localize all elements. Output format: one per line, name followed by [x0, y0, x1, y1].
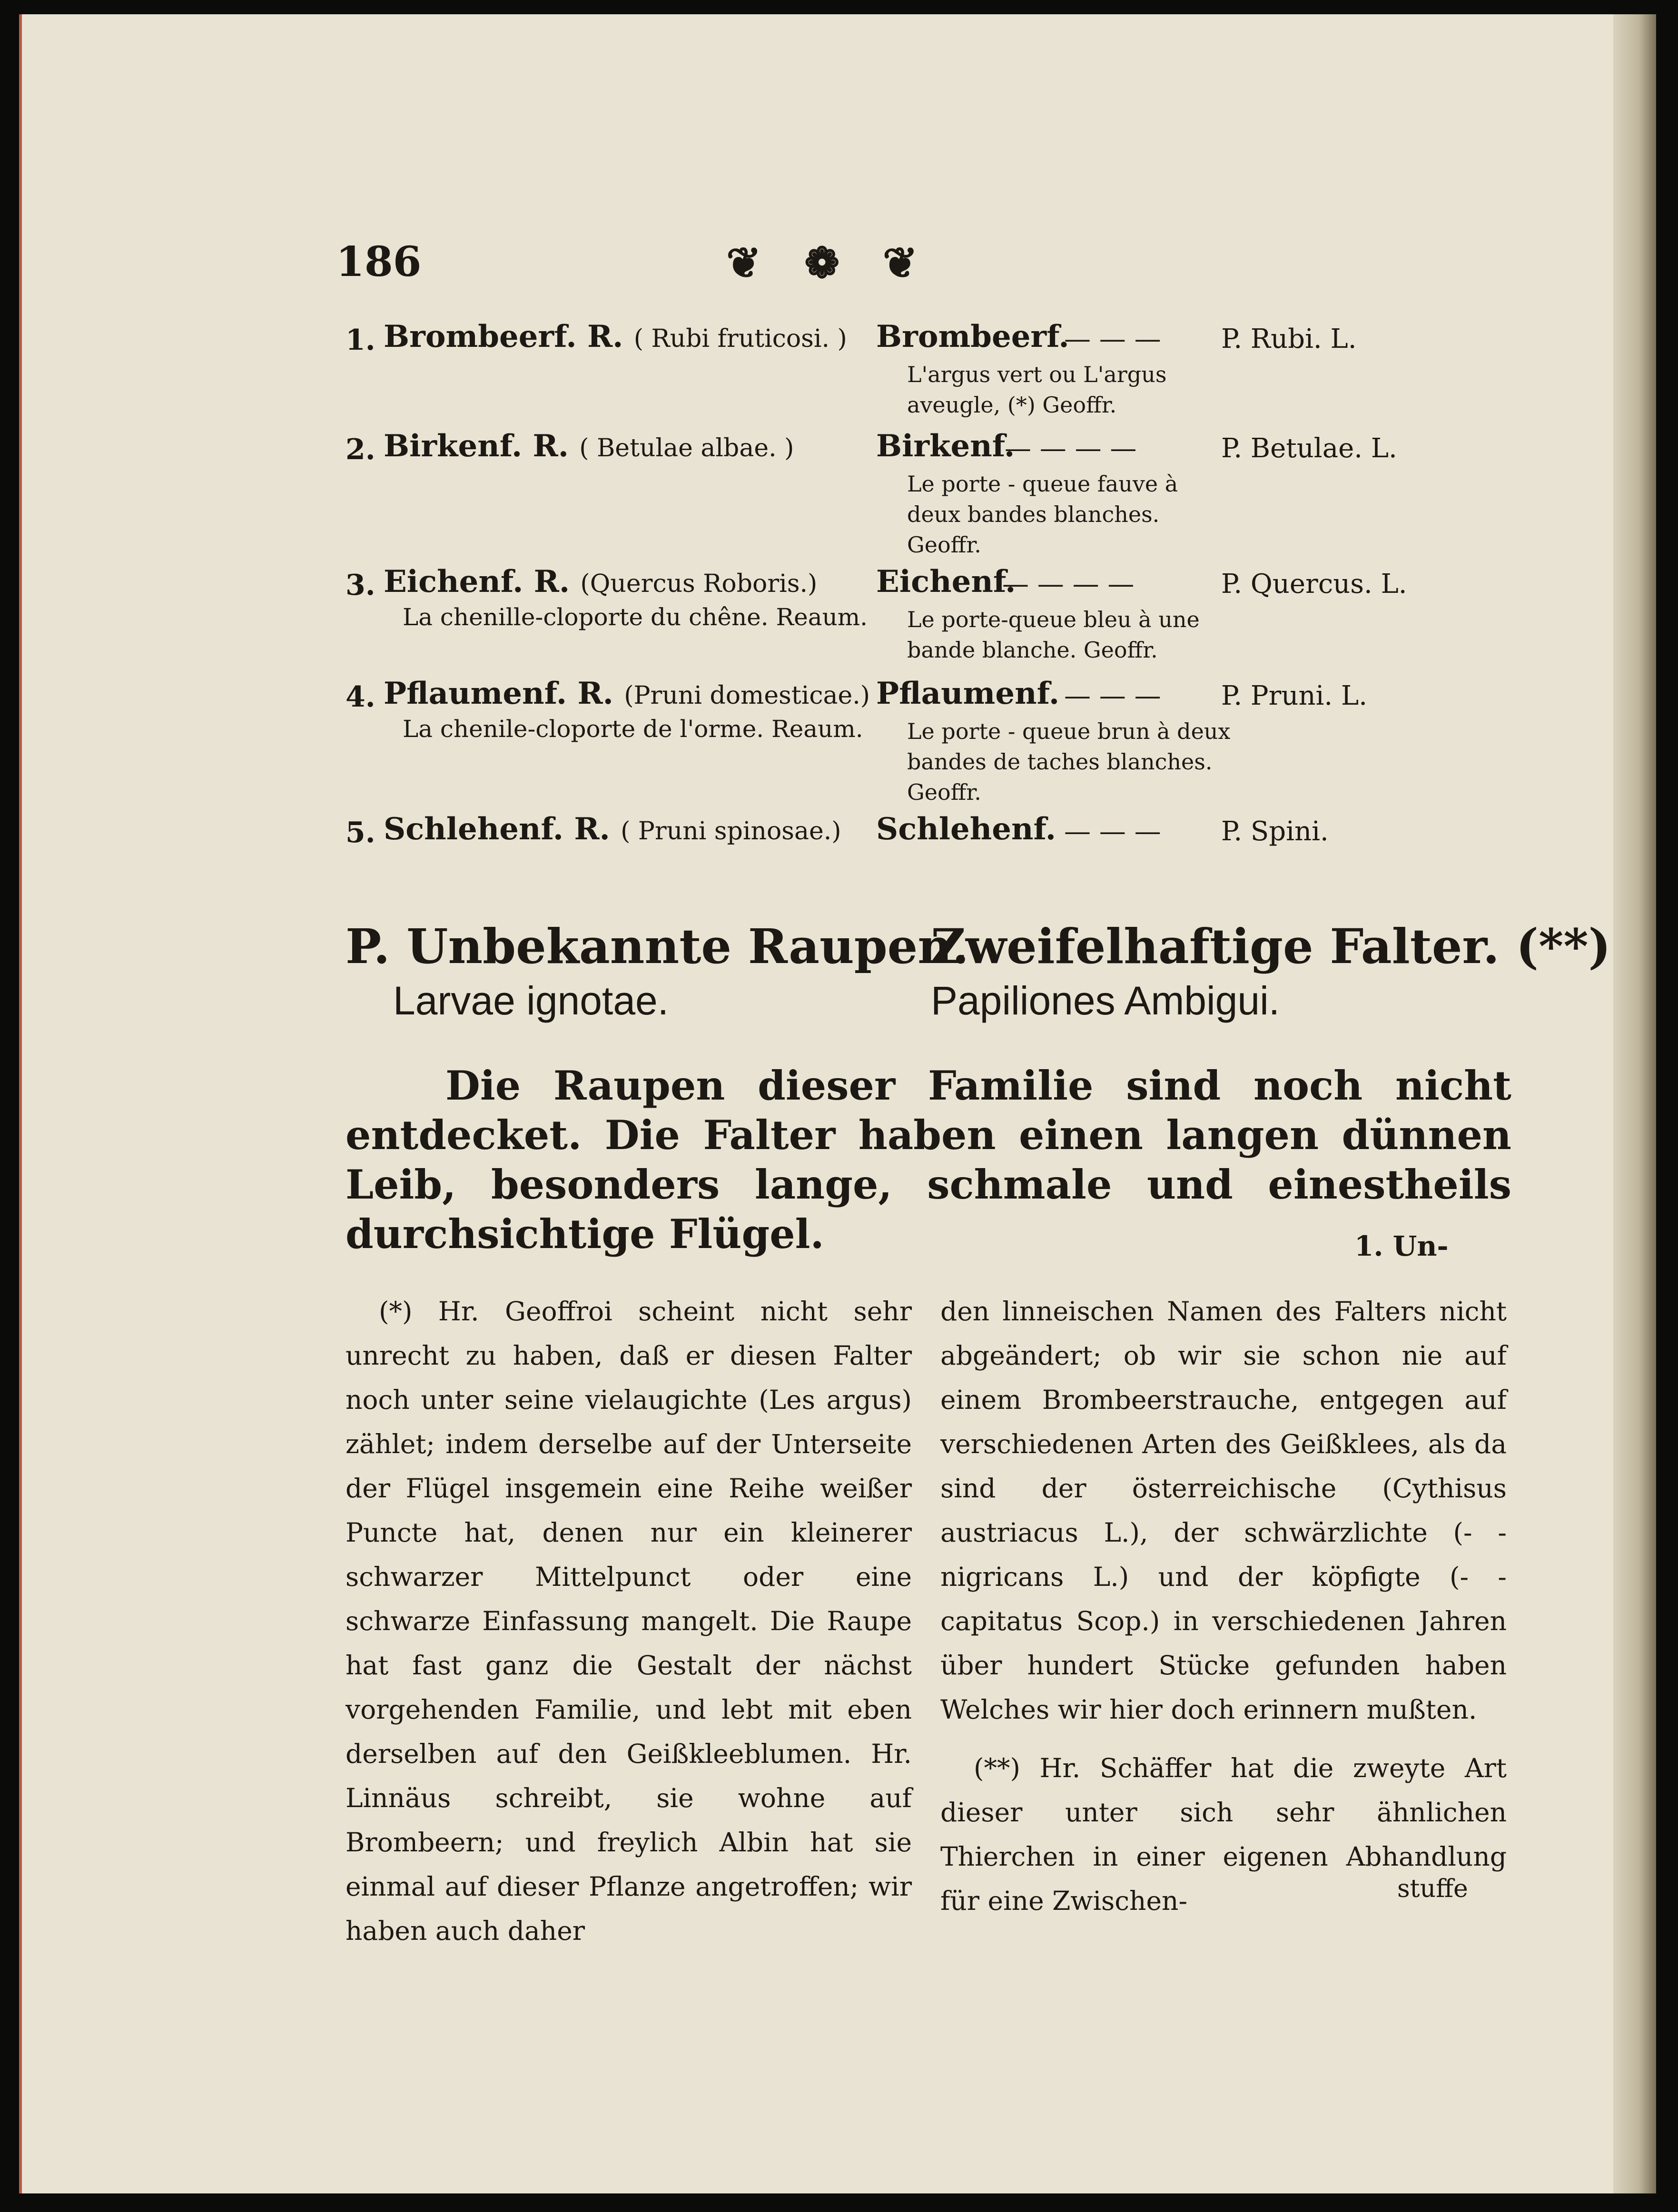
french-synonym: L'argus vert ou L'argus aveugle, (*) Geoffr.: [907, 362, 1167, 418]
dash-leader: — — — —: [1005, 433, 1137, 464]
row-number: 2.: [345, 433, 375, 466]
french-synonym: Le porte-queue bleu à une bande blanche. Geoffr.: [907, 607, 1200, 663]
french-synonym: La chenile-cloporte de l'orme. Reaum.: [403, 715, 863, 743]
row-number: 3.: [345, 569, 375, 602]
dash-leader: — — —: [1064, 324, 1161, 354]
french-synonym: Le porte - queue fauve à deux bandes blanches. Geoffr.: [907, 471, 1178, 558]
section-latin-left: Larvae ignotae.: [393, 978, 669, 1023]
footnote-left: (*) Hr. Geoffroi scheint nicht sehr unrecht zu haben, daß er diesen Falter noch unter seine vielaugichte (Les argus) zählet; indem derselbe auf der Unterseite der Flügel insgemein eine Reihe weißer Puncte hat, denen nur ein kleinerer schwarzer Mittelpunct oder eine schwarze Einfassung mangelt. Die Raupe hat fast ganz die Gestalt der nächst vorgehenden Familie, und lebt mit eben derselben auf den Geißkleeblumen. Hr. Linnäus schreibt, sie wohne auf Brombeern; und freylich Albin hat sie einmal auf dieser Pflanze angetroffen; wir haben auch daher: [345, 1296, 912, 1946]
caterpillar-name: Brombeerf. R.: [384, 319, 623, 354]
plant-latin: ( Rubi fruticosi. ): [633, 324, 847, 353]
scientific-name: P. Rubi. L.: [1221, 324, 1357, 354]
dash-leader: — — —: [1064, 816, 1161, 847]
caterpillar-name: Schlehenf. R.: [384, 811, 610, 847]
dash-leader: — — —: [1064, 680, 1161, 711]
right-butterfly-name: Brombeerf.: [876, 319, 1069, 354]
left-caterpillar-name: [384, 319, 847, 354]
plant-latin: ( Pruni spinosae.): [621, 817, 841, 845]
scientific-name: P. Quercus. L.: [1221, 569, 1407, 600]
scientific-name: P. Betulae. L.: [1221, 433, 1397, 464]
scientific-name: P. Pruni. L.: [1221, 680, 1368, 711]
left-caterpillar-name: [384, 811, 841, 847]
plant-latin: ( Betulae albae. ): [579, 434, 794, 462]
scientific-name: P. Spini.: [1221, 816, 1329, 847]
left-caterpillar-name: [384, 564, 817, 600]
footnote-catchword: stuffe: [1397, 1875, 1468, 1903]
catchword: 1. Un-: [1354, 1230, 1449, 1262]
caterpillar-name: Pflaumenf. R.: [384, 676, 613, 711]
french-synonym: La chenille-cloporte du chêne. Reaum.: [403, 603, 868, 631]
section-heading-left: P. Unbekannte Raupen.: [345, 918, 969, 974]
page-number: 186: [336, 238, 422, 286]
ornament-vignette: ❦ ❁ ❦: [726, 238, 932, 287]
section-heading-right: Zweifelhaftige Falter. (**): [931, 918, 1611, 974]
french-synonym: Le porte - queue brun à deux bandes de taches blanches. Geoffr.: [907, 718, 1231, 805]
section-latin-right: Papiliones Ambigui.: [931, 978, 1280, 1023]
right-butterfly-name: Schlehenf.: [876, 811, 1056, 847]
right-butterfly-name: Pflaumenf.: [876, 676, 1060, 711]
right-butterfly-name: Eichenf.: [876, 564, 1016, 600]
row-number: 1.: [345, 324, 375, 357]
page-gutter: [1613, 14, 1656, 2193]
plant-latin: (Pruni domesticae.): [624, 681, 870, 710]
intro-paragraph: Die Raupen dieser Familie sind noch nicht entdecket. Die Falter haben einen langen dünnen Leib, besonders lange, schmale und einestheils durchsichtige Flügel.: [345, 1062, 1511, 1258]
footnote-right-continuation: den linneischen Namen des Falters nicht abgeändert; ob wir sie schon nie auf einem Brombeerstrauche, entgegen auf verschiedenen Arten des Geißklees, als da sind der österreichische (Cythisus austriacus L.), der schwärzlichte (- - nigricans L.) und der köpfigte (- - capitatus Scop.) in verschiedenen Jahren über hundert Stücke gefunden haben Welches wir hier doch erinnern mußten.: [940, 1296, 1507, 1725]
footnote-right-second: (**) Hr. Schäffer hat die zweyte Art dieser unter sich sehr ähnlichen Thierchen in einer eigenen Abhandlung für eine Zwischen-: [940, 1753, 1507, 1916]
caterpillar-name: Eichenf. R.: [384, 564, 570, 600]
right-butterfly-name: Birkenf.: [876, 428, 1015, 464]
row-number: 4.: [345, 680, 375, 714]
left-caterpillar-name: [384, 676, 870, 711]
row-number: 5.: [345, 816, 375, 849]
plant-latin: (Quercus Roboris.): [580, 570, 818, 598]
dash-leader: — — — —: [1002, 569, 1135, 600]
book-page: [19, 14, 1656, 2193]
left-caterpillar-name: [384, 428, 794, 464]
caterpillar-name: Birkenf. R.: [384, 428, 569, 464]
